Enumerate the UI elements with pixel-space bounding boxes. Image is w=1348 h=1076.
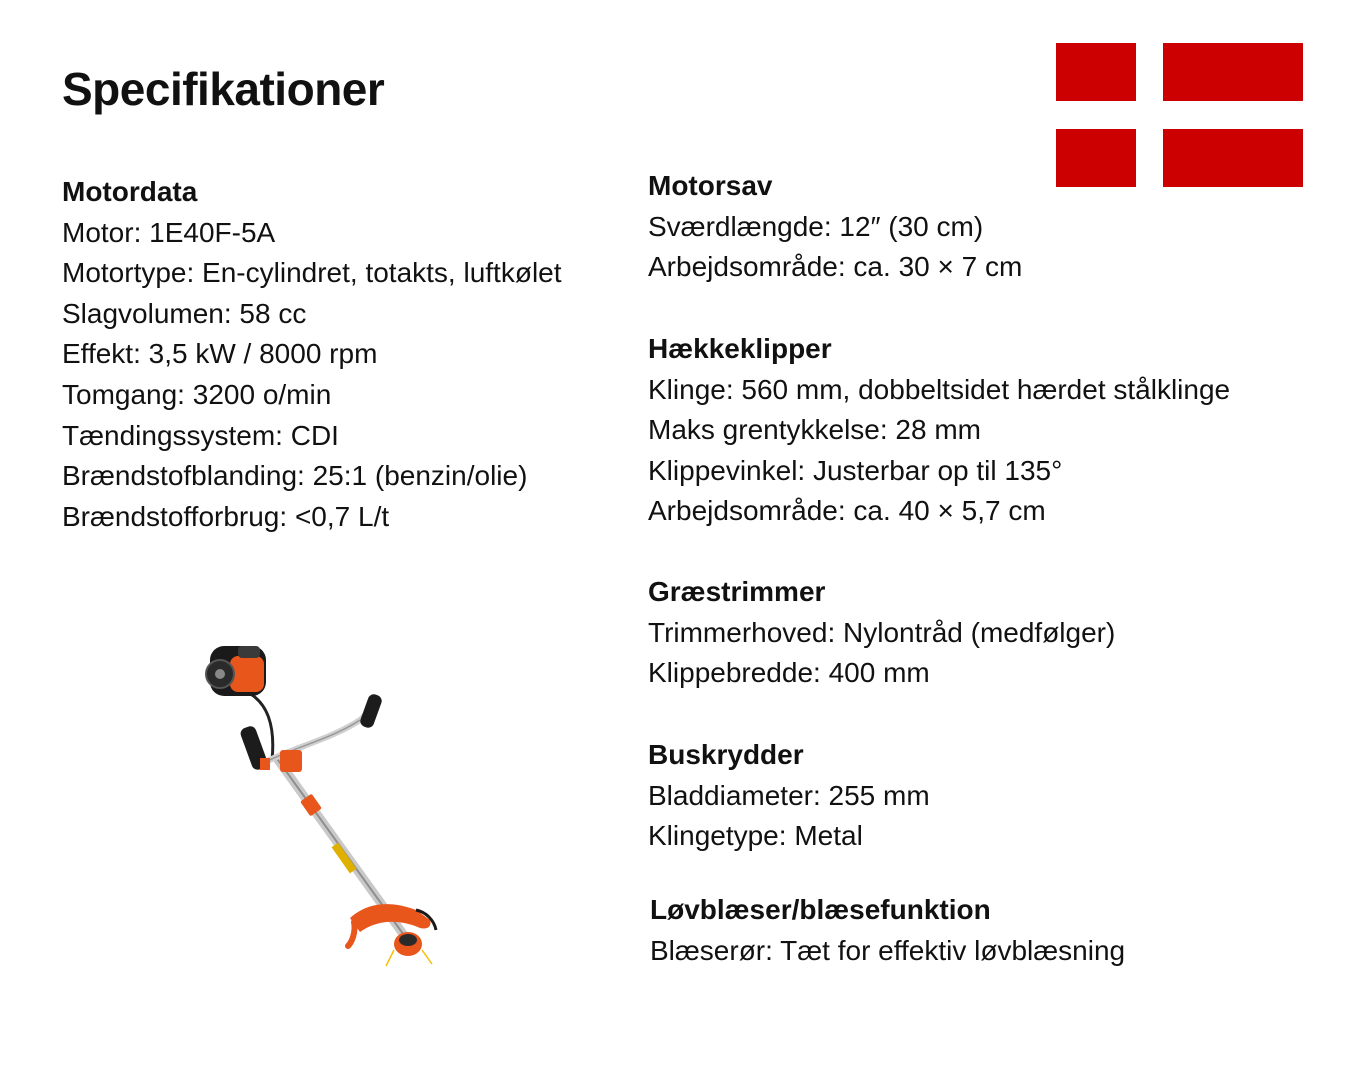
danish-flag-icon [1056,43,1303,187]
spec-list [650,931,1125,972]
spec-item: Motortype: En-cylindret, totakts, luftkølet [62,257,562,289]
section-heading: Hækkeklipper [648,333,832,364]
section-heading: Motordata [62,176,198,207]
spec-item: Slagvolumen: 58 cc [62,297,307,329]
section-motorsav [648,166,1022,288]
spec-item: Klippevinkel: Justerbar op til 135° [648,454,1063,486]
spec-item: Motor: 1E40F-5A [62,216,276,248]
section-heading: Motorsav [648,170,773,201]
spec-list [648,613,1115,694]
section-lovblaeser [650,890,1125,971]
section-heading: Buskrydder [648,739,804,770]
section-heading: Græstrimmer [648,576,826,607]
spec-item: Klinge: 560 mm, dobbeltsidet hærdet stålklinge [648,373,1231,405]
page-title: Specifikationer [62,63,385,115]
spec-list [648,370,1230,532]
spec-list [648,776,930,857]
spec-list [62,213,562,538]
spec-item: Tomgang: 3200 o/min [62,378,332,410]
spec-item: Trimmerhoved: Nylontråd (medfølger) [648,616,1116,648]
spec-item: Effekt: 3,5 kW / 8000 rpm [62,338,378,370]
brush-cutter-product-image [180,620,460,980]
spec-item: Arbejdsområde: ca. 30 × 7 cm [648,251,1023,283]
spec-item: Tændingssystem: CDI [62,419,339,451]
section-haekkeklipper [648,329,1230,532]
spec-item: Brændstofblanding: 25:1 (benzin/olie) [62,460,528,492]
spec-item: Arbejdsområde: ca. 40 × 5,7 cm [648,495,1046,527]
spec-item: Maks grentykkelse: 28 mm [648,414,981,446]
spec-item: Klippebredde: 400 mm [648,657,930,689]
section-graestrimmer [648,572,1115,694]
spec-item: Blæserør: Tæt for effektiv løvblæsning [650,934,1126,966]
section-motordata [62,172,562,537]
spec-list [648,207,1022,288]
section-buskrydder [648,735,930,857]
section-heading: Løvblæser/blæsefunktion [650,894,991,925]
spec-item: Bladdiameter: 255 mm [648,779,930,811]
spec-item: Brændstofforbrug: <0,7 L/t [62,500,390,532]
spec-item: Sværdlængde: 12″ (30 cm) [648,210,984,242]
spec-item: Klingetype: Metal [648,820,863,852]
